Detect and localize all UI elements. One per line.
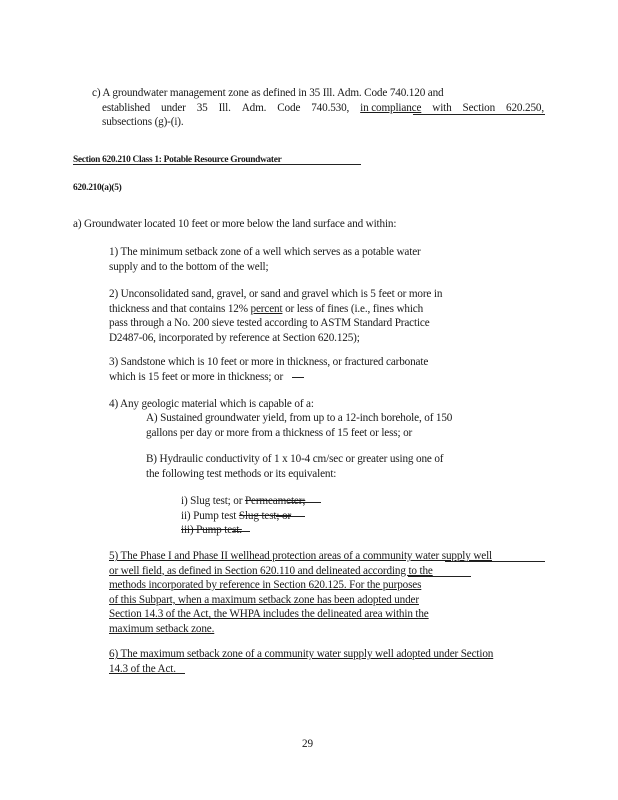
item-3 [109,355,428,384]
inserted-text: percent [250,302,283,315]
item-2-line: pass through a No. 200 sieve tested according to ASTM Standard Practice [109,317,430,330]
word: Adm. [241,101,267,114]
item-4a-line: A) Sustained groundwater yield, from up to a 12-inch borehole, of 150 [146,412,453,424]
item-5-line: 5) The Phase I and Phase II wellhead protection areas of a community water supply well [109,550,492,562]
test-method-i [181,494,305,509]
item-5-line: maximum setback zone. [109,622,215,635]
item-3-line: which is 15 feet or more in thickness; or [109,370,284,383]
deleted-text-mark [232,531,250,532]
text: thickness and that contains 12% [109,302,251,315]
item-5-line: or well field, as defined in Section 620.110 and delineated according to the [109,564,433,577]
insertion-underline [413,114,545,115]
item-6 [109,647,493,676]
insertion-underline [160,673,185,674]
page-number: 29 [302,738,313,750]
section-heading-rule [73,164,361,165]
word: 740.530, [311,101,350,114]
insertion-underline [408,576,471,577]
item-1 [109,245,421,274]
deleted-text-mark [292,377,304,378]
item-c [92,86,544,130]
word: Ill. [218,101,231,114]
test-method-iii: iii) Pump test. [181,524,242,537]
item-5-line: methods incorporated by reference in Section 620.125. For the purposes [109,579,422,592]
text: i) Slug test; or [181,495,245,507]
text: ii) Pump test [181,509,239,522]
item-4b-line: the following test methods or its equivalent: [146,467,337,480]
item-5 [109,549,492,637]
item-2-line: D2487-06, incorporated by reference at Section 620.125); [109,331,360,344]
subsection-ref: 620.210(a)(5) [73,183,122,193]
insertion-underline [445,561,545,562]
item-4b-line: B) Hydraulic conductivity of 1 x 10-4 cm/sec or greater using one of [146,453,444,465]
item-2-line [109,302,442,317]
text: or less of fines (i.e., fines which [282,302,424,315]
item-1-line: supply and to the bottom of the well; [109,260,269,273]
item-4a [146,411,452,440]
inserted-text: in compliance [360,101,422,114]
item-3-line: 3) Sandstone which is 10 feet or more in thickness, or fractured carbonate [109,356,429,368]
item-5-line: of this Subpart, when a maximum setback zone has been adopted under [109,593,419,606]
item-4: 4) Any geologic material which is capable of a: [109,398,314,410]
item-c-line2 [102,101,544,116]
word: Code [277,101,301,114]
item-2 [109,287,442,345]
item-6-line: 6) The maximum setback zone of a community water supply well adopted under Section [109,648,494,660]
item-4a-line: gallons per day or more from a thickness of 15 feet or less; or [146,426,413,439]
item-c-line1: c) A groundwater management zone as defined in 35 Ill. Adm. Code 740.120 and [92,87,444,99]
word: with [432,101,452,114]
paragraph-a: a) Groundwater located 10 feet or more below the land surface and within: [73,218,397,230]
word: 35 [196,101,208,114]
deleted-text: Permeameter; [244,495,306,507]
item-6-line: 14.3 of the Act. [109,662,176,675]
word: established [102,101,151,114]
deleted-text-mark [276,516,305,517]
word: 620.250, [506,101,544,114]
word: under [161,101,186,114]
item-5-line: Section 14.3 of the Act, the WHPA includes the delineated area within the [109,608,429,621]
deleted-text: Slug test; or [238,509,292,522]
deleted-text-mark [288,502,321,503]
section-heading: Section 620.210 Class 1: Potable Resource Groundwater [73,155,282,165]
item-1-line: 1) The minimum setback zone of a well which serves as a potable water [109,246,421,258]
item-4b [146,452,443,481]
word: Section [462,101,496,114]
item-2-line: 2) Unconsolidated sand, gravel, or sand and gravel which is 5 feet or more in [109,288,443,300]
item-c-line3: subsections (g)-(i). [102,116,184,129]
